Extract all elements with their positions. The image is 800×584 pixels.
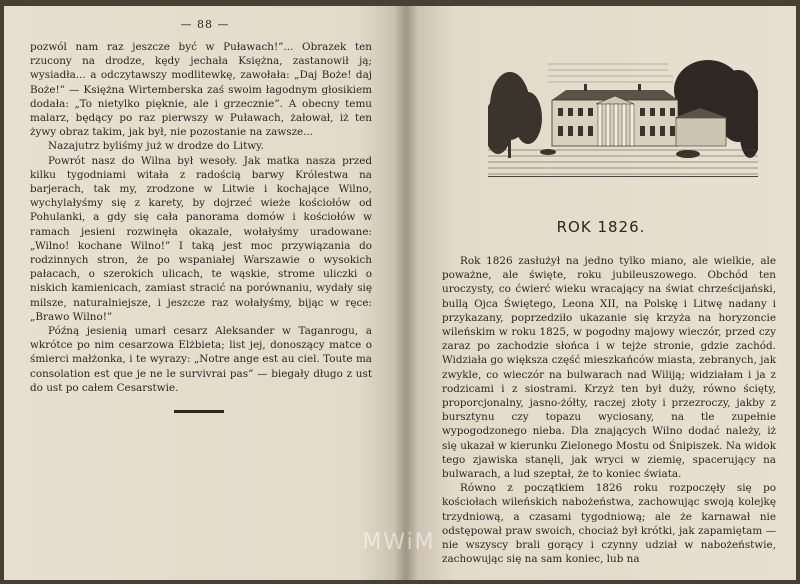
page-number: — 88 —: [180, 18, 230, 31]
section-divider: [174, 410, 224, 413]
left-page-text: [30, 40, 372, 395]
paragraph: Powrót nasz do Wilna był wesoły. Jak matka nasza przed kilku tygodniami witała z radością barwy Królestwa na barjerach, tak my, zrodzone w Litwie i kochające Wilno, wychylałyśmy się z karety, by dojrzeć wieże kościołów od Pohulanki, a gdy się cała panorama domów i kościołów w ramach jesieni rozwinęła okazale, wołałyśmy uradowane: „Wilno! kochane Wilno!” I taką jest moc przywiązania do rodzinnych stron, że po wspaniałej Warszawie o wysokich pałacach, o szerokich ulicach, te wąskie, strome uliczki o niskich kamienicach, zamiast stracić na porównaniu, wydały się milsze, naturalniejsze, i jeszcze raz wołałyśmy, bijąc w ręce: „Brawo Wilno!”: [30, 154, 372, 323]
paragraph: Nazajutrz byliśmy już w drodze do Litwy.: [48, 140, 264, 153]
left-page: [4, 6, 406, 580]
right-page-text: [442, 254, 776, 566]
paragraph: Rok 1826 zasłużył na jedno tylko miano, ale wielkie, ale poważne, ale święte, roku jubileuszowego. Obchód ten uroczysty, co ćwierć wieku wracający na świat chrześcijański, bullą Ojca Świętego, Leona XII, na Polskę i Litwę nadany i przykazany, poprzedziło ukazanie się krzyża na horyzoncie wileńskim w roku 1825, w pogodny majowy wieczór, przed czy zaraz po zachodzie słońca i w tejże stronie, gdzie zachód. Widziała go większa część mieszkańców miasta, zebranych, jak zwykle, co wieczór na bulwarach nad Wiliją; widziałam i ja z rodzicami i z siostrami. Krzyż ten był duży, równo ścięty, proporcjonalny, jasno-żółty, raczej złoty i przezroczy, jakby z bursztynu czy topazu wyciosany, na tle zupełnie wypogodzonego nieba. Dla znających Wilno dodać należy, iż się ukazał w kierunku Zielonego Mostu od Śnipiszek. Na widok tego zjawiska stanęli, jak wryci w ziemię, spacerujący na bulwarach, a lud szeptał, że to koniec świata.: [442, 255, 776, 481]
chapter-heading: ROK 1826.: [556, 218, 646, 236]
book-spread: [4, 6, 796, 580]
paragraph: pozwól nam raz jeszcze być w Puławach!”... Obrazek ten rzucony na drodze, kędy jechała Księżna, zastanowił ją; wysiadła... a odczytawszy modlitewkę, zawołała: „Daj Boże! daj Boże!” — Księżna Wirtemberska zaś swoim łagodnym głosikiem dodała: „To nietylko pięknie, ale i grzecznie”. A obecny temu malarz, będący po raz pierwszy w Puławach, żałował, iż ten żywy obraz takim, jak był, nie pozostanie na zawsze...: [30, 41, 372, 139]
manor-engraving: [488, 56, 758, 177]
watermark: MWiM: [362, 530, 436, 555]
paragraph: Późną jesienią umarł cesarz Aleksander w Taganrogu, a wkrótce po nim cesarzowa Elżbieta; list jej, donoszący matce o śmierci małżonka, i te wyrazy: „Notre ange est au ciel. Toute ma consolation est que je ne le survivrai pas” — biegały długo z ust do ust po całem Cesarstwie.: [30, 325, 372, 394]
paragraph: Równo z początkiem 1826 roku rozpoczęły się po kościołach wileńskich nabożeństwa, zachowując swoją kolejkę trzydniową, a czasami tygodniową; ale że karnawał nie odstępował praw swoich, chociaż był krótki, jak zapamiętam — nie wszyscy brali gorący i czynny udział w nabożeństwie, zachowując się na sam koniec, lub na: [442, 482, 776, 566]
right-page: [406, 6, 796, 580]
